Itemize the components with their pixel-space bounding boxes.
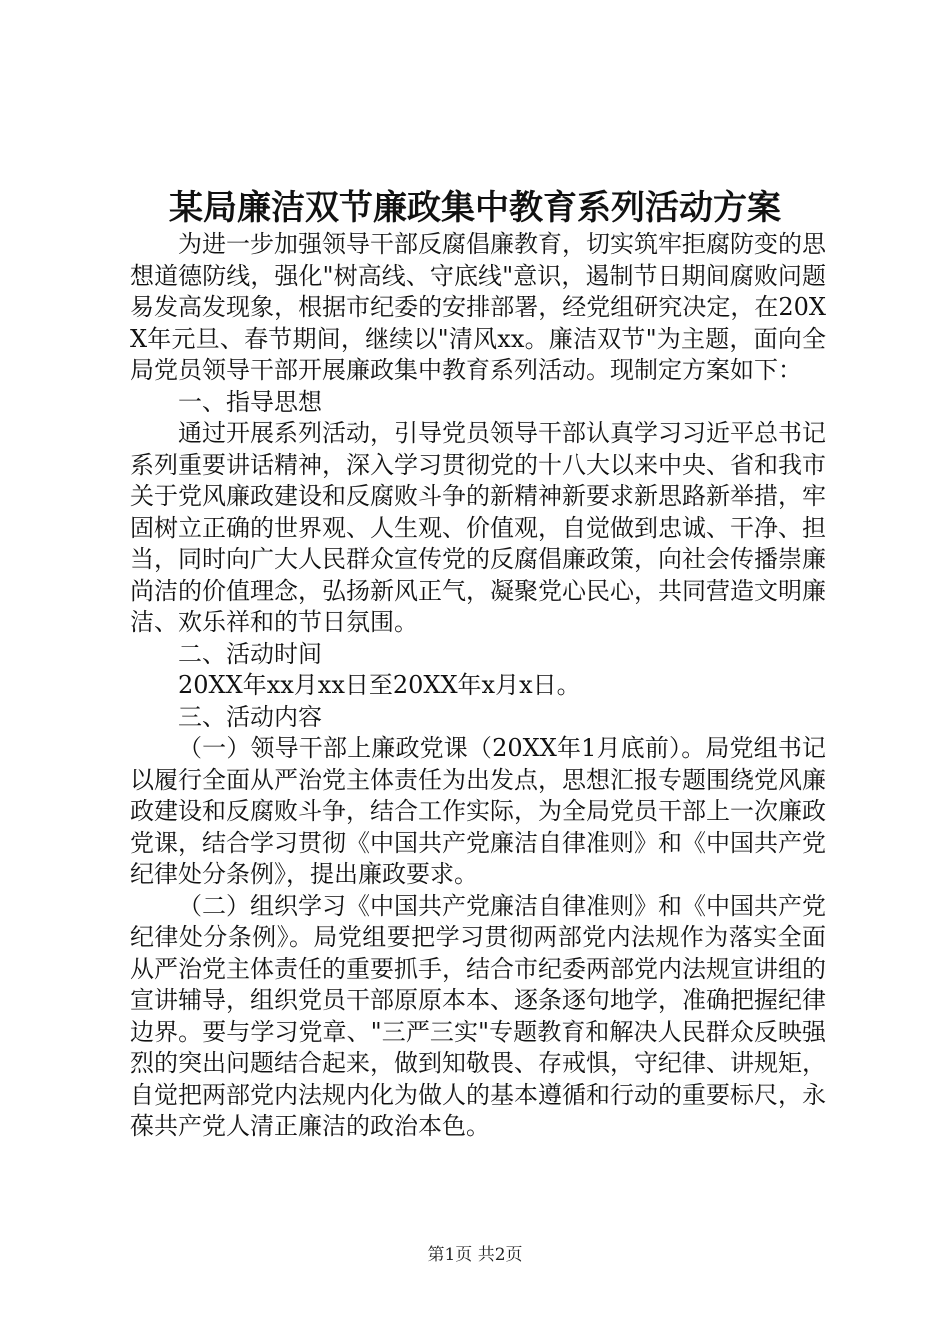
guiding-thought-paragraph: 通过开展系列活动，引导党员领导干部认真学习习近平总书记系列重要讲话精神，深入学习贯彻党的十八大以来中央、省和我市关于党风廉政建设和反腐败斗争的新精神新要求新思路新举措，牢固树立正确的世界观、人生观、价值观，自觉做到忠诚、干净、担当，同时向广大人民群众宣传党的反腐倡廉政策，向社会传播崇廉尚洁的价值理念，弘扬新风正气，凝聚党心民心，共同营造文明廉洁、欢乐祥和的节日氛围。: [130, 419, 826, 636]
section-heading-activity-content: 三、活动内容: [178, 702, 322, 731]
activity-item-2-paragraph: （二）组织学习《中国共产党廉洁自律准则》和《中国共产党纪律处分条例》。局党组要把学习贯彻两部党内法规作为落实全面从严治党主体责任的重要抓手，结合市纪委两部党内法规宣讲组的宣讲辅导，组织党员干部原原本本、逐条逐句地学，准确把握纪律边界。要与学习党章、"三严三实"专题教育和解决人民群众反映强烈的突出问题结合起来，做到知敬畏、存戒惧，守纪律、讲规矩，自觉把两部党内法规内化为做人的基本遵循和行动的重要标尺，永葆共产党人清正廉洁的政治本色。: [130, 891, 826, 1140]
activity-time-paragraph: 20XX年xx月xx日至20XX年x月x日。: [178, 671, 581, 699]
section-heading-guiding-thought: 一、指导思想: [178, 387, 322, 416]
activity-item-1-paragraph: （一）领导干部上廉政党课（20XX年1月底前）。局党组书记以履行全面从严治党主体责任为出发点，思想汇报专题围绕党风廉政建设和反腐败斗争，结合工作实际，为全局党员干部上一次廉政党课，结合学习贯彻《中国共产党廉洁自律准则》和《中国共产党纪律处分条例》，提出廉政要求。: [130, 734, 826, 888]
document-title: 某局廉洁双节廉政集中教育系列活动方案: [169, 188, 781, 228]
document-body: [130, 229, 826, 1143]
page-number-footer: 第1页 共2页: [427, 1245, 523, 1265]
section-heading-activity-time: 二、活动时间: [178, 639, 322, 668]
intro-paragraph: 为进一步加强领导干部反腐倡廉教育，切实筑牢拒腐防变的思想道德防线，强化"树高线、守底线"意识，遏制节日期间腐败问题易发高发现象，根据市纪委的安排部署，经党组研究决定，在20XX年元旦、春节期间，继续以"清风xx。廉洁双节"为主题，面向全局党员领导干部开展廉政集中教育系列活动。现制定方案如下：: [130, 230, 826, 384]
